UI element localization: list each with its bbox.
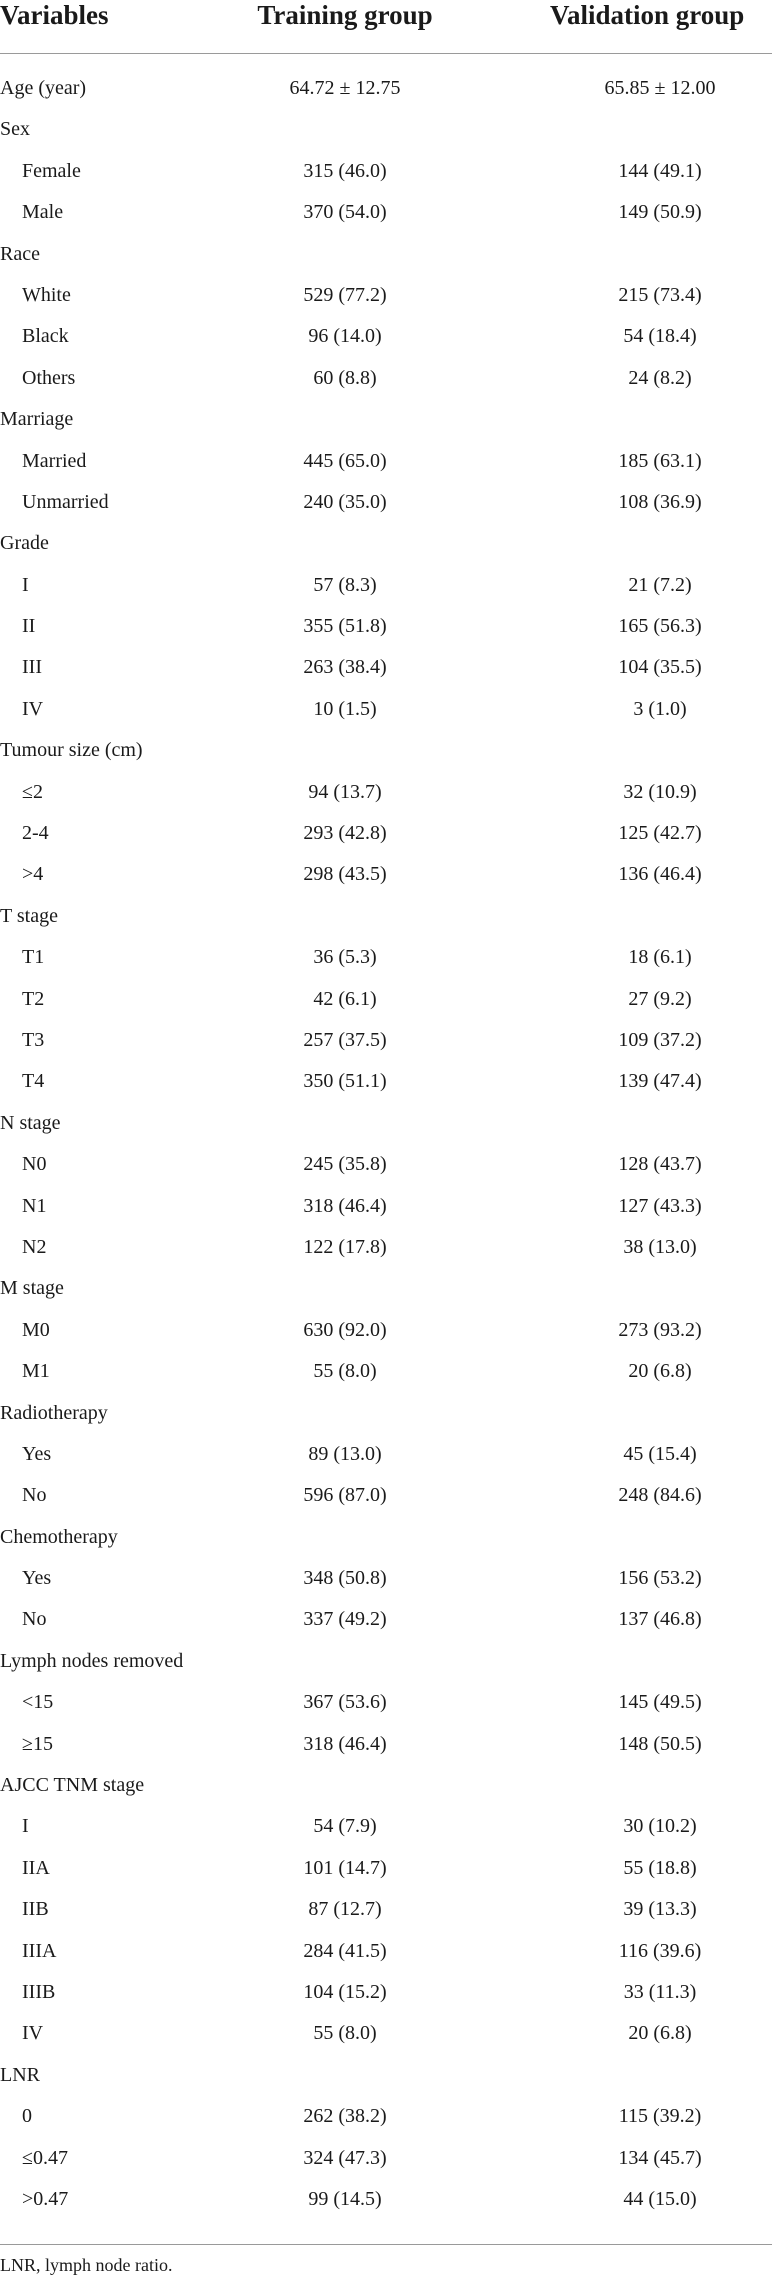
table-row [0, 854, 772, 895]
validation-value: 185 (63.1) [618, 449, 702, 472]
table-section-row [0, 1103, 772, 1144]
training-value: 315 (46.0) [303, 159, 387, 182]
row-label: IV [22, 697, 44, 720]
row-label: 0 [22, 2105, 32, 2128]
training-value: 245 (35.8) [303, 1153, 387, 1176]
table-row [0, 1931, 772, 1972]
table-row [0, 151, 772, 192]
row-label: N2 [22, 1235, 47, 1258]
table-section-row [0, 2055, 772, 2096]
table-row [0, 316, 772, 357]
row-label: ≤0.47 [22, 2146, 68, 2169]
table-section-row [0, 109, 772, 150]
validation-value: 127 (43.3) [618, 1194, 702, 1217]
row-label: T stage [0, 904, 58, 927]
row-label: I [22, 573, 29, 596]
row-label: Marriage [0, 408, 74, 431]
validation-value: 38 (13.0) [623, 1235, 697, 1258]
training-value: 350 (51.1) [303, 1070, 387, 1093]
table-row [0, 1227, 772, 1268]
table-row [0, 1724, 772, 1765]
training-value: 36 (5.3) [313, 946, 377, 969]
validation-value: 116 (39.6) [618, 1939, 702, 1962]
row-label: >0.47 [22, 2187, 69, 2210]
row-label: M1 [22, 1360, 50, 1383]
table-row [0, 1351, 772, 1392]
table-row [0, 606, 772, 647]
table-row [0, 1972, 772, 2013]
row-label: N stage [0, 1111, 61, 1134]
validation-value: 149 (50.9) [618, 201, 702, 224]
table-bottom-rule [0, 2244, 772, 2245]
table-row [0, 1186, 772, 1227]
row-label: Grade [0, 532, 49, 555]
table-row [0, 937, 772, 978]
row-label: No [22, 1484, 47, 1507]
row-label: Male [22, 201, 64, 224]
table-section-row [0, 1268, 772, 1309]
validation-value: 215 (73.4) [618, 283, 702, 306]
training-value: 122 (17.8) [303, 1235, 387, 1258]
row-label: Married [22, 449, 87, 472]
table-row [0, 1310, 772, 1351]
validation-value: 55 (18.8) [623, 1856, 697, 1879]
row-label: Yes [22, 1442, 52, 1465]
row-label: Chemotherapy [0, 1525, 118, 1548]
training-value: 263 (38.4) [303, 656, 387, 679]
row-label: White [22, 283, 71, 306]
row-label: ≤2 [22, 780, 43, 803]
row-label: T1 [22, 946, 45, 969]
validation-value: 134 (45.7) [618, 2146, 702, 2169]
training-value: 64.72 ± 12.75 [289, 77, 401, 99]
validation-value: 104 (35.5) [618, 656, 702, 679]
row-label: Sex [0, 118, 30, 141]
row-label: T2 [22, 987, 45, 1010]
row-label: <15 [22, 1691, 54, 1714]
table-row [0, 1889, 772, 1930]
table-row [0, 1475, 772, 1516]
validation-value: 115 (39.2) [618, 2105, 702, 2128]
training-value: 55 (8.0) [313, 1360, 377, 1383]
row-label: IIA [22, 1856, 50, 1879]
validation-value: 139 (47.4) [618, 1070, 702, 1093]
training-value: 318 (46.4) [303, 1194, 387, 1217]
training-value: 104 (15.2) [303, 1980, 387, 2003]
row-label: Black [22, 325, 69, 348]
row-label: M0 [22, 1318, 50, 1341]
training-value: 10 (1.5) [313, 697, 377, 720]
validation-value: 109 (37.2) [618, 1028, 702, 1051]
table-row [0, 482, 772, 523]
validation-value: 273 (93.2) [618, 1318, 702, 1341]
table-row [0, 2138, 772, 2179]
table-row [0, 441, 772, 482]
validation-value: 27 (9.2) [628, 987, 692, 1010]
validation-value: 3 (1.0) [633, 697, 687, 720]
row-label: Age (year) [0, 77, 87, 99]
validation-value: 32 (10.9) [623, 780, 697, 803]
row-label: IIB [22, 1898, 49, 1921]
row-label: II [22, 615, 36, 638]
validation-value: 20 (6.8) [628, 2022, 692, 2045]
validation-value: 125 (42.7) [618, 822, 702, 845]
header-validation-group: Validation group [550, 0, 745, 30]
row-label: Lymph nodes removed [0, 1649, 184, 1672]
row-label: >4 [22, 863, 44, 886]
row-label: AJCC TNM stage [0, 1774, 145, 1797]
validation-value: 165 (56.3) [618, 615, 702, 638]
row-label: M stage [0, 1277, 64, 1300]
table-row [0, 192, 772, 233]
training-value: 55 (8.0) [313, 2022, 377, 2045]
table-footnote: LNR, lymph node ratio. [0, 2255, 173, 2275]
table-section-row [0, 68, 772, 109]
validation-value: 148 (50.5) [618, 1732, 702, 1755]
table-section-row [0, 1393, 772, 1434]
validation-value: 30 (10.2) [623, 1815, 697, 1838]
validation-value: 44 (15.0) [623, 2187, 697, 2210]
header-divider [0, 53, 772, 54]
training-value: 42 (6.1) [313, 987, 377, 1010]
table-row [0, 772, 772, 813]
table-body [0, 68, 772, 2220]
table-row [0, 565, 772, 606]
table-section-row [0, 1765, 772, 1806]
validation-value: 156 (53.2) [618, 1567, 702, 1590]
validation-value: 136 (46.4) [618, 863, 702, 886]
row-label: Yes [22, 1567, 52, 1590]
row-label: T3 [22, 1028, 45, 1051]
row-label: I [22, 1815, 29, 1838]
row-label: Unmarried [22, 490, 109, 513]
validation-value: 128 (43.7) [618, 1153, 702, 1176]
table-row [0, 358, 772, 399]
validation-value: 144 (49.1) [618, 159, 702, 182]
table-section-row [0, 399, 772, 440]
training-value: 99 (14.5) [308, 2187, 382, 2210]
training-value: 87 (12.7) [308, 1898, 382, 1921]
row-label: III [22, 656, 42, 679]
training-value: 284 (41.5) [303, 1939, 387, 1962]
training-value: 94 (13.7) [308, 780, 382, 803]
validation-value: 45 (15.4) [623, 1442, 697, 1465]
row-label: LNR [0, 2063, 40, 2086]
header-variables: Variables [0, 0, 109, 30]
row-label: No [22, 1608, 47, 1631]
table-row [0, 647, 772, 688]
row-label: IV [22, 2022, 44, 2045]
table-section-row [0, 234, 772, 275]
header-training-group: Training group [257, 0, 433, 30]
table-row [0, 1682, 772, 1723]
row-label: IIIA [22, 1939, 57, 1962]
training-value: 293 (42.8) [303, 822, 387, 845]
validation-value: 65.85 ± 12.00 [604, 77, 716, 99]
training-value: 101 (14.7) [303, 1856, 387, 1879]
training-value: 596 (87.0) [303, 1484, 387, 1507]
training-value: 529 (77.2) [303, 283, 387, 306]
table-row [0, 1806, 772, 1847]
training-value: 96 (14.0) [308, 325, 382, 348]
table-row [0, 275, 772, 316]
row-label: Radiotherapy [0, 1401, 108, 1424]
row-label: 2-4 [22, 822, 49, 845]
training-value: 337 (49.2) [303, 1608, 387, 1631]
validation-value: 108 (36.9) [618, 490, 702, 513]
validation-value: 54 (18.4) [623, 325, 697, 348]
row-label: N0 [22, 1153, 47, 1176]
table-row [0, 1599, 772, 1640]
training-value: 318 (46.4) [303, 1732, 387, 1755]
table-section-row [0, 1517, 772, 1558]
training-value: 348 (50.8) [303, 1567, 387, 1590]
training-value: 89 (13.0) [308, 1442, 382, 1465]
table-row [0, 813, 772, 854]
training-value: 54 (7.9) [313, 1815, 377, 1838]
row-label: N1 [22, 1194, 47, 1217]
table-row [0, 1848, 772, 1889]
training-value: 630 (92.0) [303, 1318, 387, 1341]
table-row [0, 2096, 772, 2137]
table-row [0, 1434, 772, 1475]
validation-value: 21 (7.2) [628, 573, 692, 596]
training-value: 240 (35.0) [303, 490, 387, 513]
row-label: Tumour size (cm) [0, 739, 143, 762]
training-value: 298 (43.5) [303, 863, 387, 886]
validation-value: 39 (13.3) [623, 1898, 697, 1921]
training-value: 257 (37.5) [303, 1028, 387, 1051]
training-value: 355 (51.8) [303, 615, 387, 638]
row-label: Race [0, 242, 40, 265]
row-label: IIIB [22, 1980, 56, 2003]
row-label: T4 [22, 1070, 45, 1093]
table-row [0, 1061, 772, 1102]
table-row [0, 2013, 772, 2054]
training-value: 57 (8.3) [313, 573, 377, 596]
row-label: ≥15 [22, 1732, 53, 1755]
validation-value: 24 (8.2) [628, 366, 692, 389]
table-row [0, 1144, 772, 1185]
validation-value: 33 (11.3) [623, 1980, 697, 2003]
training-value: 367 (53.6) [303, 1691, 387, 1714]
validation-value: 248 (84.6) [618, 1484, 702, 1507]
validation-value: 18 (6.1) [628, 946, 692, 969]
validation-value: 145 (49.5) [618, 1691, 702, 1714]
table-section-row [0, 523, 772, 564]
training-value: 60 (8.8) [313, 366, 377, 389]
table-section-row [0, 1641, 772, 1682]
table-row [0, 2179, 772, 2220]
training-value: 324 (47.3) [303, 2146, 387, 2169]
table-row [0, 979, 772, 1020]
training-value: 262 (38.2) [303, 2105, 387, 2128]
validation-value: 137 (46.8) [618, 1608, 702, 1631]
training-value: 445 (65.0) [303, 449, 387, 472]
table-row [0, 1020, 772, 1061]
row-label: Others [22, 366, 76, 389]
table-section-row [0, 730, 772, 771]
table-row [0, 689, 772, 730]
row-label: Female [22, 159, 81, 182]
table-section-row [0, 896, 772, 937]
validation-value: 20 (6.8) [628, 1360, 692, 1383]
training-value: 370 (54.0) [303, 201, 387, 224]
table-row [0, 1558, 772, 1599]
